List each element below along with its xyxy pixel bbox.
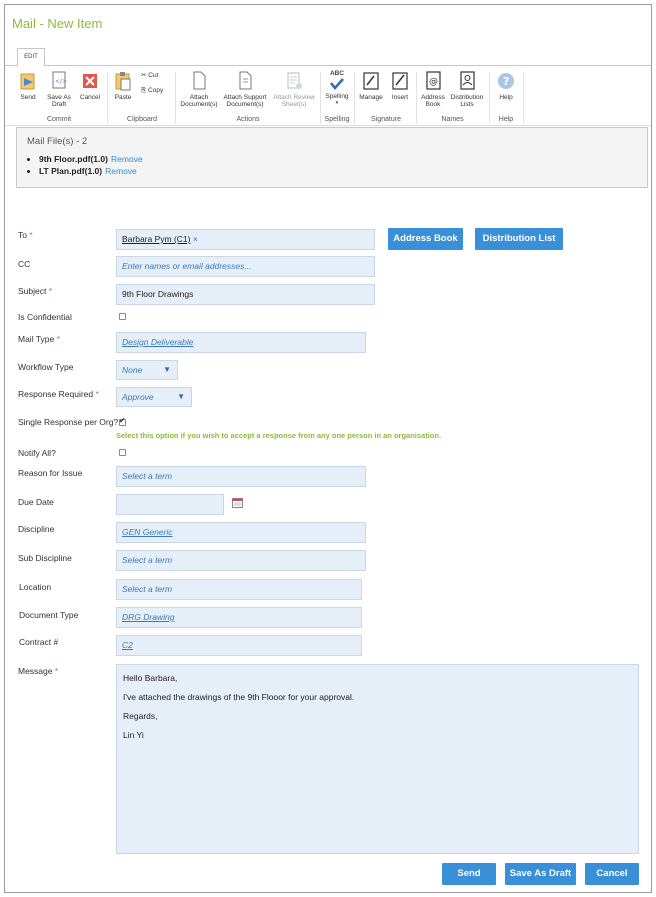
due-date-input[interactable]: [116, 494, 224, 515]
subject-input[interactable]: 9th Floor Drawings: [116, 284, 375, 305]
spellcheck-icon: [327, 77, 347, 91]
to-label: To *: [18, 230, 33, 240]
group-signature: Signature: [371, 116, 401, 123]
group-help: Help: [498, 116, 514, 123]
cut-ribbon-button[interactable]: ✂ Cut: [141, 72, 159, 79]
mail-files-panel: [16, 127, 648, 188]
discipline-label: Discipline: [18, 524, 55, 534]
attach-documents-ribbon-button[interactable]: Attach Document(s): [179, 70, 219, 108]
list-item: • 9th Floor.pdf(1.0) Remove: [39, 154, 143, 164]
workflow-type-label: Workflow Type: [18, 362, 74, 372]
send-icon: [18, 70, 38, 92]
notify-all-label: Notify All?: [18, 448, 56, 458]
manage-signature-button[interactable]: Manage: [358, 70, 384, 101]
location-label: Location: [19, 582, 52, 592]
mail-files-title: Mail File(s) - 2: [27, 136, 88, 147]
location-field[interactable]: Select a term: [116, 579, 362, 600]
distribution-list-icon: [457, 70, 477, 92]
support-document-icon: [235, 70, 255, 92]
signature-manage-icon: [361, 70, 381, 92]
insert-signature-button[interactable]: Insert: [388, 70, 412, 101]
reason-for-issue-field[interactable]: Select a term: [116, 466, 366, 487]
scissors-icon: ✂: [141, 72, 147, 79]
ribbon-separator: [523, 72, 524, 124]
reason-for-issue-label: Reason for Issue: [18, 468, 83, 478]
is-confidential-label: Is Confidential: [18, 312, 72, 322]
ribbon-separator: [107, 72, 108, 124]
ribbon-separator: [354, 72, 355, 124]
attach-review-sheets-ribbon-button[interactable]: Attach Review Sheet(s): [271, 70, 317, 108]
help-ribbon-button[interactable]: ? Help: [493, 70, 519, 101]
review-sheet-icon: [284, 70, 304, 92]
message-label: Message *: [18, 666, 59, 676]
cancel-button[interactable]: Cancel: [585, 863, 639, 885]
svg-text:@: @: [429, 77, 438, 87]
signature-insert-icon: [390, 70, 410, 92]
ribbon-separator: [175, 72, 176, 124]
group-names: Names: [441, 116, 464, 123]
list-item: • LT Plan.pdf(1.0) Remove: [39, 166, 143, 176]
save-as-draft-button[interactable]: Save As Draft: [505, 863, 576, 885]
group-clipboard: Clipboard: [127, 116, 157, 123]
response-required-label: Response Required *: [18, 389, 99, 399]
svg-text:</>: </>: [55, 78, 68, 85]
send-ribbon-button[interactable]: Send: [16, 70, 40, 101]
due-date-label: Due Date: [18, 497, 54, 507]
discipline-field[interactable]: GEN Generic: [116, 522, 366, 543]
document-icon: [189, 70, 209, 92]
copy-ribbon-button[interactable]: ⎘ Copy: [141, 87, 164, 94]
chevron-down-icon: ▼: [163, 365, 171, 374]
spelling-ribbon-button[interactable]: ABC Spelling ▾: [323, 70, 351, 107]
contract-field[interactable]: C2: [116, 635, 362, 656]
tab-edit[interactable]: EDIT: [17, 48, 45, 67]
send-button[interactable]: Send: [442, 863, 496, 885]
remove-file-link[interactable]: Remove: [105, 166, 137, 176]
ribbon-separator: [320, 72, 321, 124]
ribbon-separator: [416, 72, 417, 124]
remove-recipient-icon[interactable]: ×: [192, 234, 198, 244]
contract-label: Contract #: [19, 637, 59, 647]
document-type-field[interactable]: DRG Drawing: [116, 607, 362, 628]
single-response-checkbox[interactable]: [119, 419, 126, 426]
distribution-lists-ribbon-button[interactable]: Distribution Lists: [449, 70, 485, 108]
paste-ribbon-button[interactable]: Paste: [111, 70, 135, 101]
mail-type-field[interactable]: Design Deliverable: [116, 332, 366, 353]
cc-input[interactable]: Enter names or email addresses...: [116, 256, 375, 277]
to-field[interactable]: [116, 229, 375, 250]
mail-type-label: Mail Type *: [18, 334, 60, 344]
group-commit: Commit: [46, 116, 72, 123]
subject-label: Subject *: [18, 286, 53, 296]
document-type-label: Document Type: [19, 610, 79, 620]
chevron-down-icon: ▾: [335, 100, 339, 106]
distribution-list-button[interactable]: Distribution List: [475, 228, 563, 250]
mail-window: [4, 4, 652, 893]
paste-icon: [113, 70, 133, 92]
ribbon: [5, 66, 651, 126]
group-actions: Actions: [236, 116, 260, 123]
is-confidential-checkbox[interactable]: [119, 313, 126, 320]
save-as-draft-ribbon-button[interactable]: </> Save As Draft: [44, 70, 74, 108]
ribbon-separator: [489, 72, 490, 124]
remove-file-link[interactable]: Remove: [110, 154, 143, 164]
address-book-button[interactable]: Address Book: [388, 228, 463, 250]
cancel-icon: [80, 70, 100, 92]
calendar-icon[interactable]: [232, 498, 243, 508]
ribbon-tabbar: [5, 48, 651, 66]
address-book-icon: [423, 70, 443, 92]
cc-label: CC: [18, 259, 31, 269]
copy-icon: ⎘: [141, 87, 147, 94]
single-response-label: Single Response per Org?: [18, 417, 119, 427]
recipient-token[interactable]: Barbara Pym (C1): [122, 234, 191, 244]
help-icon: [496, 70, 516, 92]
svg-text:?: ?: [503, 75, 510, 88]
mail-files-list: [39, 154, 143, 178]
single-response-hint: Select this option if you wish to accept a response from any one person in an organisation.: [116, 431, 442, 440]
group-spelling: Spelling: [324, 116, 350, 123]
message-textarea[interactable]: Hello Barbara, I've attached the drawings of the 9th Flooor for your approval. Regards, Lin Yi: [116, 664, 639, 854]
sub-discipline-field[interactable]: Select a term: [116, 550, 366, 571]
cancel-ribbon-button[interactable]: Cancel: [77, 70, 103, 101]
chevron-down-icon: ▼: [177, 392, 185, 401]
attach-support-documents-ribbon-button[interactable]: Attach Support Document(s): [221, 70, 269, 108]
response-required-select[interactable]: Approve ▼: [116, 387, 192, 407]
notify-all-checkbox[interactable]: [119, 449, 126, 456]
draft-icon: [49, 70, 69, 92]
address-book-ribbon-button[interactable]: @ Address Book: [420, 70, 446, 108]
sub-discipline-label: Sub Discipline: [18, 553, 72, 563]
workflow-type-select[interactable]: None ▼: [116, 360, 178, 380]
page-title: Mail - New Item: [12, 16, 103, 31]
